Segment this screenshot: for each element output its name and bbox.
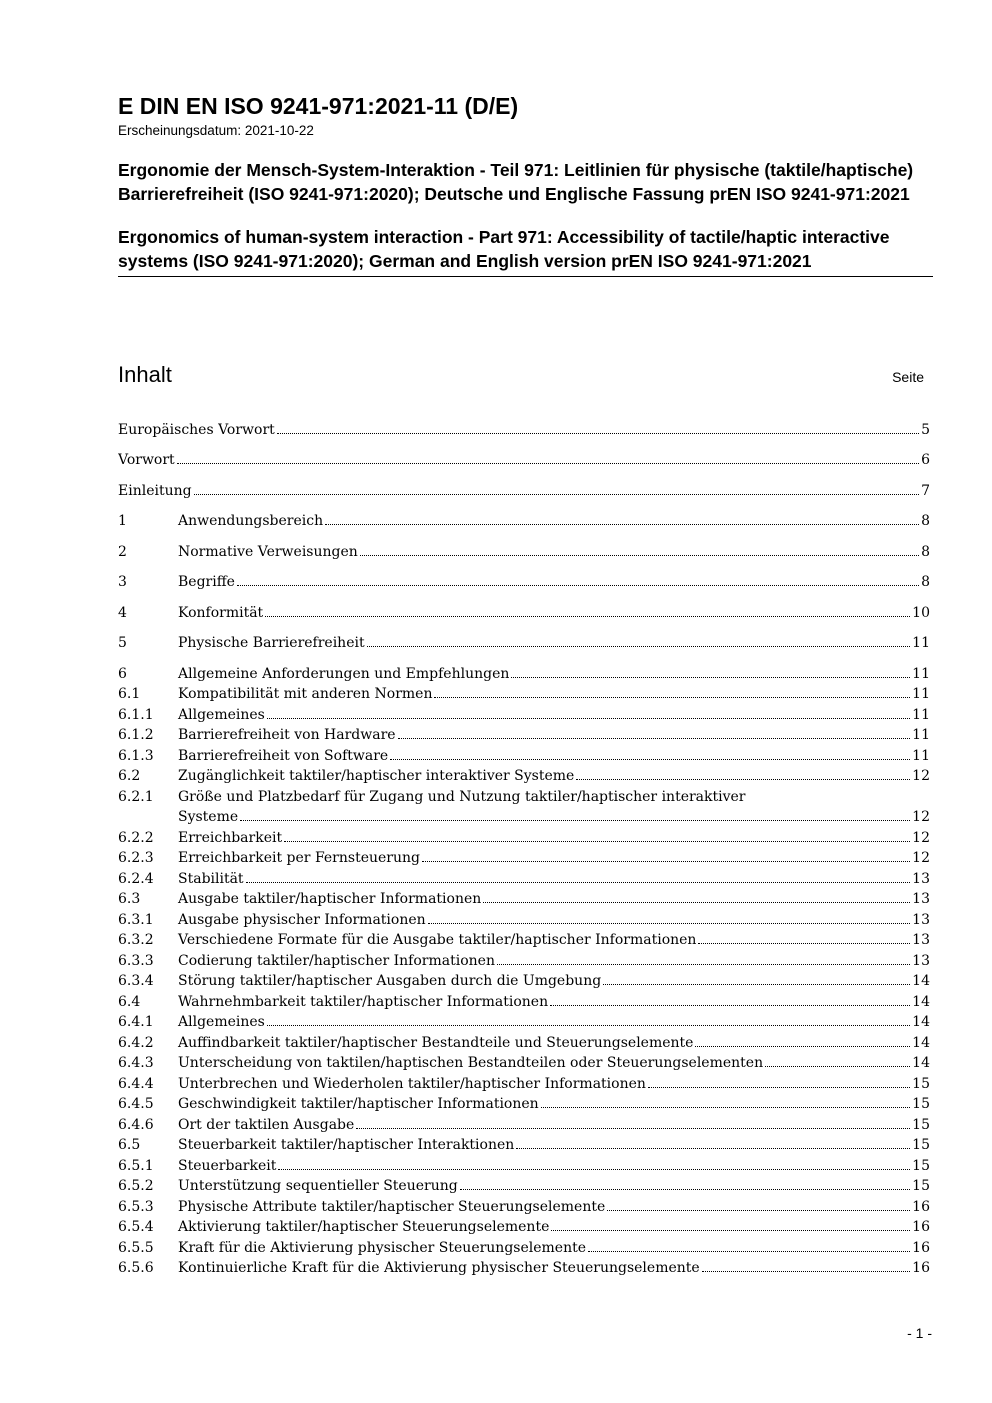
- toc-entry-label: Ausgabe physischer Informationen: [178, 911, 426, 928]
- toc-entry-page: 15: [912, 1075, 930, 1092]
- toc-entry-label: Allgemeines: [178, 1014, 265, 1030]
- toc-entry[interactable]: [118, 1215, 930, 1236]
- toc-entry[interactable]: [118, 887, 930, 908]
- toc-entry-page: 11: [912, 635, 930, 651]
- toc-entry-page: 12: [912, 850, 930, 866]
- toc-entry-number: 6.5.6: [118, 1260, 154, 1276]
- toc-entry[interactable]: [118, 743, 930, 764]
- toc-entry-number: 6.3.3: [118, 952, 154, 969]
- toc-entry-page: 11: [912, 727, 930, 743]
- toc-leader-dots: [702, 1270, 910, 1272]
- toc-leader-dots: [237, 584, 919, 586]
- toc-leader-dots: [194, 493, 920, 495]
- toc-entry-label: Zugänglichkeit taktiler/haptischer interaktiver Systeme: [178, 768, 575, 784]
- toc-leader-dots: [265, 615, 910, 617]
- toc-header: [118, 362, 926, 388]
- toc-entry-label: Ort der taktilen Ausgabe: [178, 1116, 355, 1133]
- toc-entry-page: 12: [912, 768, 930, 784]
- toc-entry-page: 11: [912, 686, 930, 702]
- toc-entry-page: 11: [912, 706, 930, 723]
- toc-entry[interactable]: [118, 1112, 930, 1133]
- toc-entry-number: 6.5.5: [118, 1239, 154, 1256]
- toc-entry-label-continued: Systeme: [178, 809, 239, 825]
- toc-entry[interactable]: [118, 570, 930, 591]
- toc-leader-dots: [177, 462, 919, 464]
- toc-leader-dots: [588, 1250, 910, 1252]
- toc-entry-page: 16: [912, 1198, 930, 1215]
- toc-leader-dots: [367, 645, 911, 647]
- toc-leader-dots: [497, 963, 910, 965]
- toc-entry-label: Begriffe: [178, 574, 235, 590]
- toc-entry-label: Kraft für die Aktivierung physischer Steuerungselemente: [178, 1239, 587, 1256]
- toc-entry[interactable]: [118, 1071, 930, 1092]
- toc-entry-label: Vorwort: [118, 452, 175, 468]
- toc-leader-dots: [278, 1168, 910, 1170]
- toc-leader-dots: [284, 840, 910, 842]
- toc-entry-page: 15: [912, 1096, 930, 1112]
- toc-leader-dots: [277, 432, 919, 434]
- toc-leader-dots: [434, 696, 910, 698]
- toc-entry-page: 13: [912, 932, 930, 948]
- page-number: - 1 -: [907, 1325, 932, 1341]
- toc-entry-page: 8: [921, 574, 930, 590]
- toc-entry-label: Kompatibilität mit anderen Normen: [178, 686, 433, 702]
- toc-leader-dots: [516, 1147, 910, 1149]
- toc-leader-dots: [360, 554, 919, 556]
- toc-leader-dots: [356, 1127, 910, 1129]
- toc-leader-dots: [240, 819, 910, 821]
- toc-entry[interactable]: [118, 907, 930, 928]
- toc-entry-number: 6.3: [118, 891, 141, 907]
- toc-entry-page: 14: [912, 973, 930, 989]
- toc-entry[interactable]: [118, 846, 930, 867]
- toc-entry-number: 6.5.4: [118, 1219, 154, 1235]
- toc-entry-page: 7: [921, 482, 930, 499]
- toc-leader-dots: [460, 1188, 910, 1190]
- toc-entry-number: 6.1: [118, 686, 141, 702]
- toc-entry[interactable]: [118, 539, 930, 560]
- toc-entry-label: Steuerbarkeit: [178, 1157, 277, 1174]
- toc-entry[interactable]: [118, 1010, 930, 1031]
- toc-title: Inhalt: [118, 362, 172, 387]
- toc-entry[interactable]: [118, 928, 930, 949]
- toc-entry-label: Barrierefreiheit von Software: [178, 747, 389, 764]
- toc-entry-page: 16: [912, 1219, 930, 1235]
- toc-entry[interactable]: [118, 764, 930, 785]
- toc-entry-number: 6.2: [118, 768, 141, 784]
- toc-entry[interactable]: [118, 825, 930, 846]
- toc-entry-label: Unterbrechen und Wiederholen taktiler/haptischer Informationen: [178, 1075, 646, 1092]
- toc-entry-page: 13: [912, 870, 930, 887]
- toc-leader-dots: [511, 676, 910, 678]
- issue-date: Erscheinungsdatum: 2021-10-22: [118, 123, 314, 138]
- toc-entry-number: 6.4.4: [118, 1075, 154, 1092]
- toc-leader-dots: [398, 737, 911, 739]
- toc-entry-label: Geschwindigkeit taktiler/haptischer Informationen: [178, 1096, 539, 1112]
- toc-leader-dots: [483, 901, 910, 903]
- toc-entry[interactable]: [118, 1194, 930, 1215]
- toc-leader-dots: [695, 1045, 910, 1047]
- toc-entry-number: 5: [118, 635, 127, 651]
- toc-entry-label: Allgemeine Anforderungen und Empfehlungen: [178, 665, 510, 682]
- toc-entry[interactable]: [118, 989, 930, 1010]
- toc-entry-number: 6.5: [118, 1137, 141, 1153]
- toc-entry-number: 6.4.5: [118, 1096, 154, 1112]
- toc-entry-page: 15: [912, 1157, 930, 1174]
- toc-entry-label: Steuerbarkeit taktiler/haptischer Interaktionen: [178, 1137, 515, 1153]
- toc-entry-page: 14: [912, 1034, 930, 1051]
- toc-entry-number: 2: [118, 543, 127, 560]
- toc-entry-page: 14: [912, 1014, 930, 1030]
- toc-entry-label: Verschiedene Formate für die Ausgabe taktiler/haptischer Informationen: [178, 932, 697, 948]
- toc-entry-number: 6.4.3: [118, 1055, 154, 1071]
- toc-entry[interactable]: [118, 1174, 930, 1195]
- document-number: E DIN EN ISO 9241-971:2021-11 (D/E): [118, 93, 519, 119]
- toc-entry-page: 15: [912, 1116, 930, 1133]
- toc-leader-dots: [576, 778, 910, 780]
- toc-entry[interactable]: [118, 631, 930, 652]
- toc-entry-label: Normative Verweisungen: [178, 543, 358, 560]
- toc-entry[interactable]: [118, 1133, 930, 1154]
- toc-entry[interactable]: [118, 448, 930, 469]
- toc-entry-page: 13: [912, 952, 930, 969]
- toc-entry[interactable]: [118, 969, 930, 990]
- toc-entry-number: 6.4: [118, 993, 141, 1010]
- toc-entry-page: 8: [921, 513, 930, 529]
- toc-entry-label: Ausgabe taktiler/haptischer Informationen: [178, 891, 482, 907]
- toc-entry[interactable]: [118, 600, 930, 621]
- toc-entry-label: Einleitung: [118, 482, 192, 499]
- toc-entry[interactable]: [118, 478, 930, 499]
- toc-entry-page: 14: [912, 993, 930, 1010]
- toc-leader-dots: [246, 881, 911, 883]
- header-divider: [118, 276, 933, 277]
- toc-entry[interactable]: [118, 702, 930, 723]
- toc-leader-dots: [698, 942, 910, 944]
- toc-entry-number: 6.1.1: [118, 706, 154, 723]
- toc-entry-label: Physische Attribute taktiler/haptischer Steuerungselemente: [178, 1198, 606, 1215]
- toc-entry-page: 16: [912, 1239, 930, 1256]
- toc-entry-page: 10: [912, 604, 930, 621]
- toc-entry-number: 6.2.1: [118, 788, 154, 805]
- toc-leader-dots: [603, 983, 910, 985]
- toc-entry-page: 12: [912, 829, 930, 846]
- toc-entry-page: 11: [912, 665, 930, 682]
- toc-entry-page: 13: [912, 891, 930, 907]
- toc-entry-page: 15: [912, 1137, 930, 1153]
- toc-leader-dots: [648, 1086, 910, 1088]
- toc-entry[interactable]: [118, 866, 930, 887]
- toc-entry-label: Kontinuierliche Kraft für die Aktivierung physischer Steuerungselemente: [178, 1260, 700, 1276]
- toc-entry-page: 12: [912, 809, 930, 825]
- toc-entry-label: Barrierefreiheit von Hardware: [178, 727, 396, 743]
- toc-entry-label: Erreichbarkeit: [178, 829, 283, 846]
- document-header: [118, 92, 933, 277]
- title-english: Ergonomics of human-system interaction - Part 971: Accessibility of tactile/haptic interactive systems (ISO 9241-971:2020); German and English version prEN ISO 9241-971:2021: [118, 227, 890, 271]
- toc-entry-number: 6.5.2: [118, 1178, 154, 1194]
- toc-entry-page: 16: [912, 1260, 930, 1276]
- toc-leader-dots: [428, 922, 911, 924]
- toc-leader-dots: [607, 1209, 910, 1211]
- toc-entry-number: 6.5.1: [118, 1157, 154, 1174]
- toc-leader-dots: [325, 523, 919, 525]
- toc-entry-page: 14: [912, 1055, 930, 1071]
- toc-leader-dots: [267, 717, 910, 719]
- toc-entry[interactable]: [118, 1256, 930, 1277]
- toc-entry[interactable]: [118, 784, 930, 825]
- toc-entry-label: Aktivierung taktiler/haptischer Steuerungselemente: [178, 1219, 550, 1235]
- toc-entry-number: 6.4.6: [118, 1116, 154, 1133]
- toc-entry-page: 15: [912, 1178, 930, 1194]
- toc-entry-label: Größe und Platzbedarf für Zugang und Nutzung taktiler/haptischer interaktiver: [178, 788, 746, 805]
- toc-entry[interactable]: [118, 1051, 930, 1072]
- toc-entry-page: 8: [921, 543, 930, 560]
- toc-entry-label: Allgemeines: [178, 706, 265, 723]
- toc-entry-number: 6.1.2: [118, 727, 154, 743]
- toc-entry[interactable]: [118, 1153, 930, 1174]
- toc-entry-number: 1: [118, 513, 127, 529]
- toc-entry[interactable]: [118, 417, 930, 438]
- toc-entry[interactable]: [118, 661, 930, 682]
- toc-entry-label: Anwendungsbereich: [178, 513, 324, 529]
- toc-leader-dots: [422, 860, 910, 862]
- toc-entry[interactable]: [118, 1235, 930, 1256]
- toc-entry-label: Störung taktiler/haptischer Ausgaben durch die Umgebung: [178, 973, 602, 989]
- toc-entry-number: 6.2.4: [118, 870, 154, 887]
- toc-entry-page: 11: [912, 747, 930, 764]
- toc-entry-number: 6.3.4: [118, 973, 154, 989]
- toc-leader-dots: [267, 1024, 910, 1026]
- toc-leader-dots: [541, 1106, 911, 1108]
- toc-entry-number: 6: [118, 665, 127, 682]
- toc-entry-label: Konformität: [178, 604, 264, 621]
- toc-entry-label: Auffindbarkeit taktiler/haptischer Bestandteile und Steuerungselemente: [178, 1034, 694, 1051]
- toc-leader-dots: [551, 1229, 910, 1231]
- toc-entry-label: Wahrnehmbarkeit taktiler/haptischer Informationen: [178, 993, 549, 1010]
- toc-page-label: Seite: [892, 369, 924, 385]
- toc-entry-page: 5: [921, 421, 930, 438]
- toc-entry-number: 6.3.2: [118, 932, 154, 948]
- toc-entry-number: 4: [118, 604, 127, 621]
- toc-entry[interactable]: [118, 1030, 930, 1051]
- toc-entry-number: 6.2.3: [118, 850, 154, 866]
- toc-entry-number: 6.1.3: [118, 747, 154, 764]
- toc-entry-number: 6.3.1: [118, 911, 154, 928]
- toc-entry-label: Stabilität: [178, 870, 244, 887]
- toc-entry[interactable]: [118, 509, 930, 530]
- toc-entry-number: 6.4.2: [118, 1034, 154, 1051]
- toc-entry[interactable]: [118, 723, 930, 744]
- toc-entry-label: Codierung taktiler/haptischer Informationen: [178, 952, 495, 969]
- toc-entry-label: Erreichbarkeit per Fernsteuerung: [178, 850, 420, 866]
- toc-entry-label: Unterscheidung von taktilen/haptischen Bestandteilen oder Steuerungselementen: [178, 1055, 764, 1071]
- toc-entry-number: 6.5.3: [118, 1198, 154, 1215]
- toc-entry-label: Unterstützung sequentieller Steuerung: [178, 1178, 458, 1194]
- toc-leader-dots: [765, 1065, 910, 1067]
- toc-entry-label: Physische Barrierefreiheit: [178, 635, 365, 651]
- toc-entry-number: 3: [118, 574, 127, 590]
- toc-entry-number: 6.2.2: [118, 829, 154, 846]
- toc-leader-dots: [550, 1004, 910, 1006]
- toc-leader-dots: [390, 758, 910, 760]
- title-german: Ergonomie der Mensch-System-Interaktion - Teil 971: Leitlinien für physische (taktile/haptische) Barrierefreiheit (ISO 9241-971:2020); Deutsche und Englische Fassung prEN ISO 9241-971:2021: [118, 160, 914, 204]
- toc-entry[interactable]: [118, 1092, 930, 1113]
- toc-entry[interactable]: [118, 948, 930, 969]
- toc-entry-page: 13: [912, 911, 930, 928]
- toc-entry-page: 6: [921, 452, 930, 468]
- toc-entry-label: Europäisches Vorwort: [118, 421, 275, 438]
- toc-entry[interactable]: [118, 682, 930, 703]
- table-of-contents: [118, 417, 930, 1276]
- toc-entry-number: 6.4.1: [118, 1014, 154, 1030]
